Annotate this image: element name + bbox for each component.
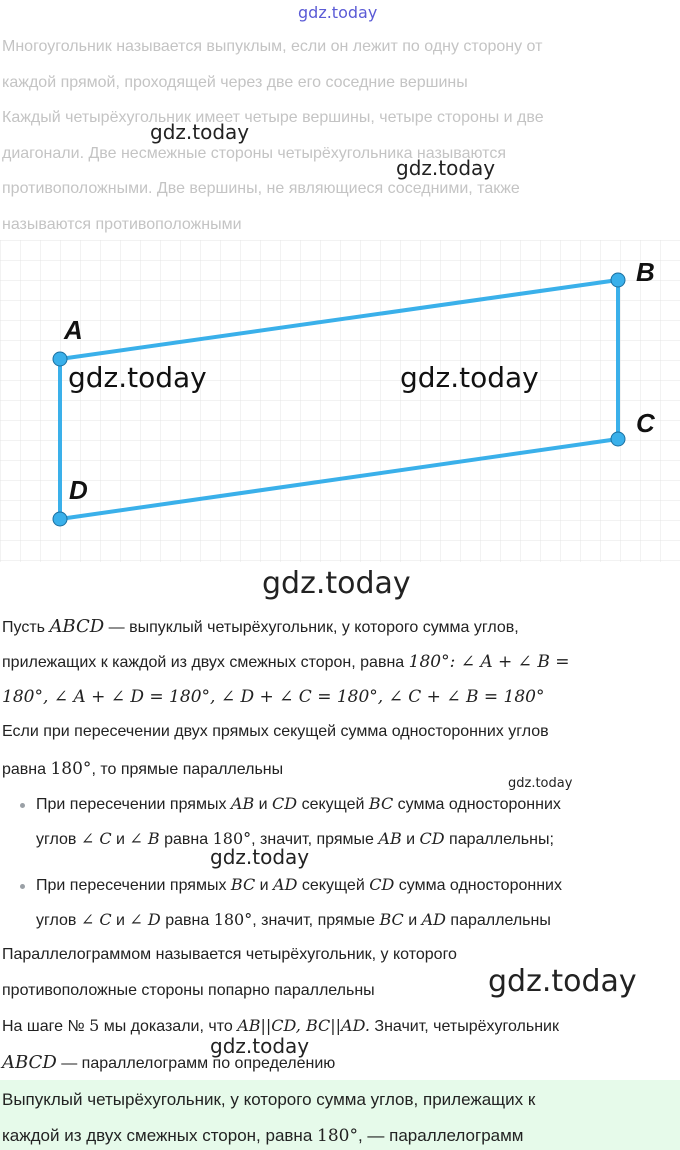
watermark: gdz.today — [488, 964, 637, 999]
label-a: A — [64, 315, 83, 345]
vertex-c — [611, 432, 625, 446]
watermark: gdz.today — [262, 566, 411, 601]
paragraph-line: равна 180°, то прямые параллельны — [2, 759, 284, 779]
answer-line: Выпуклый четырёхугольник, у которого сумма углов, прилежащих к — [2, 1090, 536, 1109]
watermark: gdz.today — [210, 845, 310, 869]
watermark: gdz.today — [150, 120, 250, 144]
watermark: gdz.today — [68, 361, 207, 394]
watermark: gdz.today — [210, 1034, 310, 1058]
definition-line: Многоугольник называется выпуклым, если он лежит по одну сторону от — [2, 38, 543, 55]
definitions-block — [2, 29, 678, 242]
definition-line: противоположными. Две вершины, не являющиеся соседними, также — [2, 180, 520, 197]
watermark: gdz.today — [396, 156, 496, 180]
answer-box — [0, 1080, 680, 1150]
vertex-b — [611, 273, 625, 287]
label-c: C — [636, 408, 655, 438]
paragraph-line: Если при пересечении двух прямых секущей сумма односторонних углов — [2, 723, 549, 740]
answer-line: каждой из двух смежных сторон, равна 180°, — параллелограмм — [2, 1126, 524, 1146]
bullet-line: При пересечении прямых BC и AD секущей CD сумма односторонних — [36, 875, 562, 894]
bullet-line: углов ∠ C и ∠ B равна 180°, значит, прямые AB и CD параллельны; — [36, 829, 554, 848]
label-b: B — [636, 257, 655, 287]
paragraph-line: Параллелограммом называется четырёхугольник, у которого — [2, 946, 457, 963]
paragraph-line: Пусть ABCD — выпуклый четырёхугольник, у которого сумма углов, — [2, 616, 519, 637]
watermark-top: gdz.today — [298, 3, 378, 22]
paragraph-line: противоположные стороны попарно параллельны — [2, 982, 375, 999]
quadrilateral-figure — [0, 240, 680, 562]
bullet-line: углов ∠ C и ∠ D равна 180°, значит, прямые BC и AD параллельны — [36, 910, 551, 929]
definition-line: называются противоположными — [2, 215, 242, 233]
vertex-a — [53, 352, 67, 366]
watermark: gdz.today — [508, 776, 573, 791]
bullet-dot — [20, 803, 25, 808]
paragraph-line: На шаге № 5 мы доказали, что AB||CD, BC||AD. Значит, четырёхугольник — [2, 1016, 559, 1035]
paragraph-line: прилежащих к каждой из двух смежных сторон, равна 180°: ∠ A + ∠ B = — [2, 652, 570, 672]
paragraph-line: ABCD — параллелограмм по определению — [2, 1052, 336, 1073]
watermark: gdz.today — [400, 361, 539, 394]
label-d: D — [69, 475, 88, 505]
vertex-d — [53, 512, 67, 526]
definition-line: диагонали. Две несмежные стороны четырёхугольника называются — [2, 144, 506, 162]
bullet-dot — [20, 884, 25, 889]
definition-line: Каждый четырёхугольник имеет четыре вершины, четыре стороны и две — [2, 109, 544, 126]
math-line: 180°, ∠ A + ∠ D = 180°, ∠ D + ∠ C = 180°, ∠ C + ∠ B = 180° — [2, 687, 545, 707]
bullet-line: При пересечении прямых AB и CD секущей BC сумма односторонних — [36, 794, 561, 813]
definition-line: каждой прямой, проходящей через две его соседние вершины — [2, 73, 468, 91]
